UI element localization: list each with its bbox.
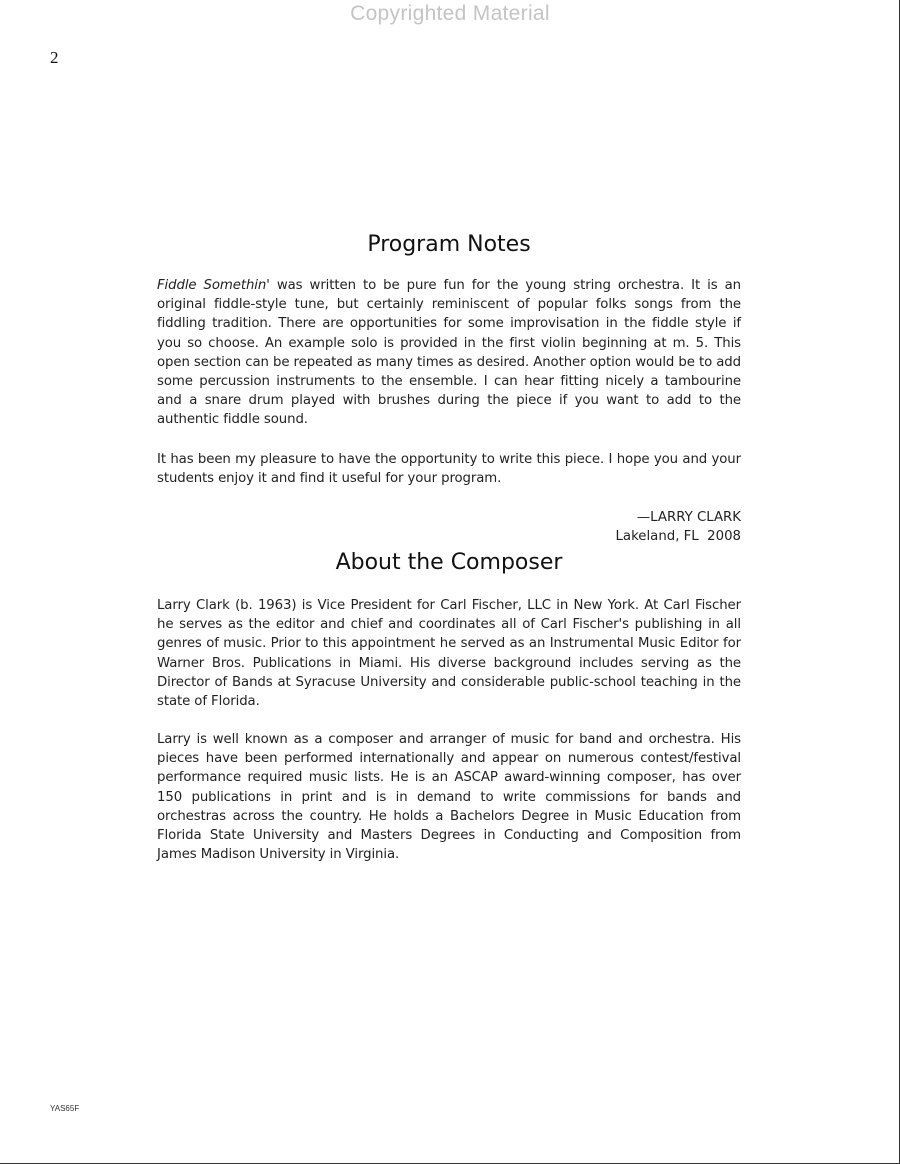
about-composer-paragraph-1: Larry Clark (b. 1963) is Vice President for Carl Fischer, LLC in New York. At Carl Fischer he serves as the editor and chief and coordinates all of Carl Fischer's publishing in all genres of music. Prior to this appointment he served as an Instrumental Music Editor for Warner Bros. Publications in Miami. His diverse background includes serving as the Director of Bands at Syracuse University and considerable public-school teaching in the state of Florida. xyxy=(157,598,741,710)
signature-place: Lakeland, FL 2008 xyxy=(615,529,741,545)
page-number: 2 xyxy=(50,48,59,67)
program-notes-paragraph-2: It has been my pleasure to have the opportunity to write this piece. I hope you and your students enjoy it and find it useful for your program. xyxy=(157,452,741,487)
about-composer-paragraph-2: Larry is well known as a composer and arranger of music for band and orchestra. His pieces have been performed internationally and appear on numerous contest/festival performance required music lists. He is an ASCAP award-winning composer, has over 150 publications in print and is in demand to write commissions for bands and orchestras across the country. He holds a Bachelors Degree in Music Education from Florida State University and Masters Degrees in Conducting and Composition from James Madison University in Virginia. xyxy=(157,732,741,863)
watermark: Copyrighted Material xyxy=(350,2,550,25)
program-notes-paragraph-1-text: was written to be pure fun for the young string orchestra. It is an original fiddle-style tune, but certainly reminiscent of popular folks songs from the fiddling tradition. There are opportunities for some improvisation in the fiddle style if you so choose. An example solo is provided in the first violin beginning at m. 5. This open section can be repeated as many times as desired. Another option would be to add some percussion instruments to the ensemble. I can hear fitting nicely a tambourine and a snare drum played with brushes during the piece if you want to add to the authentic fiddle sound. xyxy=(157,278,741,428)
catalog-code: YAS65F xyxy=(50,1104,80,1113)
program-notes-paragraph-1 xyxy=(157,276,741,430)
program-notes-title: Program Notes xyxy=(367,232,531,257)
piece-title: Fiddle Somethin' xyxy=(157,278,270,293)
about-composer-title: About the Composer xyxy=(335,550,563,575)
signature-name: —LARRY CLARK xyxy=(636,510,741,525)
signature xyxy=(157,508,741,546)
